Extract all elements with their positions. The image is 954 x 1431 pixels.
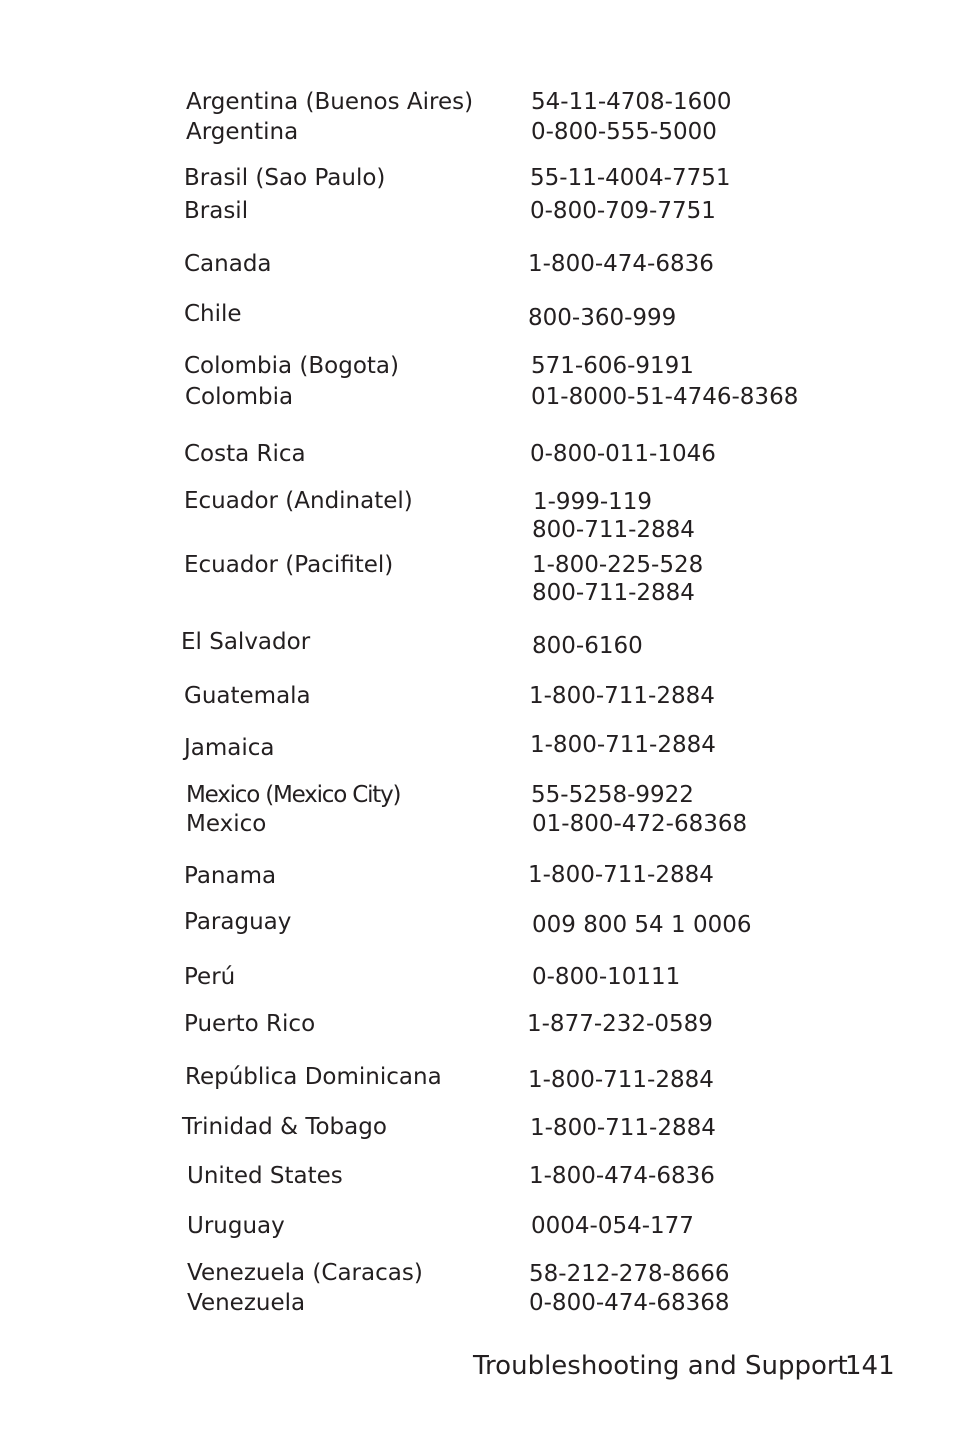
phone-number: 1-800-474-6836	[528, 251, 714, 277]
phone-number: 1-999-119	[533, 489, 653, 515]
phone-number: 1-800-711-2884	[528, 1067, 714, 1093]
page-footer	[0, 1348, 954, 1384]
phone-number: 55-11-4004-7751	[530, 165, 731, 191]
phone-number: 0-800-555-5000	[531, 119, 717, 145]
country-name: República Dominicana	[185, 1064, 442, 1090]
country-name: Mexico	[186, 811, 267, 837]
country-name: Chile	[184, 301, 242, 327]
phone-number: 55-5258-9922	[531, 782, 694, 808]
phone-number: 01-800-472-68368	[532, 811, 748, 837]
country-name: Brasil	[184, 198, 249, 224]
country-name: Argentina	[186, 119, 299, 145]
phone-number: 0-800-10111	[532, 964, 681, 990]
country-name: Uruguay	[187, 1213, 285, 1239]
footer-section-title: Troubleshooting and Support	[473, 1351, 848, 1381]
phone-number: 58-212-278-8666	[529, 1261, 730, 1287]
phone-number: 009 800 54 1 0006	[532, 912, 752, 938]
phone-number: 0-800-709-7751	[530, 198, 716, 224]
phone-number: 571-606-9191	[531, 353, 694, 379]
phone-number: 1-800-474-6836	[529, 1163, 715, 1189]
country-name: Colombia	[185, 384, 294, 410]
country-name: Brasil (Sao Paulo)	[184, 165, 386, 191]
phone-number: 1-877-232-0589	[527, 1011, 713, 1037]
country-name: El Salvador	[181, 629, 311, 655]
phone-number: 0004-054-177	[531, 1213, 694, 1239]
phone-number: 01-8000-51-4746-8368	[531, 384, 799, 410]
country-name: Panama	[184, 863, 277, 889]
country-name: Jamaica	[184, 735, 275, 761]
country-name: Costa Rica	[184, 441, 306, 467]
phone-number: 0-800-011-1046	[530, 441, 716, 467]
phone-number: 1-800-711-2884	[528, 862, 714, 888]
country-name: Venezuela (Caracas)	[187, 1260, 423, 1286]
phone-number: 1-800-225-528	[532, 552, 704, 578]
country-name: Guatemala	[184, 683, 311, 709]
phone-number: 800-711-2884	[532, 580, 695, 606]
country-name: Perú	[184, 964, 236, 990]
phone-number: 1-800-711-2884	[529, 683, 715, 709]
phone-number: 800-6160	[532, 633, 643, 659]
country-name: Paraguay	[184, 909, 292, 935]
country-name: Argentina (Buenos Aires)	[186, 89, 474, 115]
country-name: Trinidad & Tobago	[182, 1114, 387, 1140]
country-name: Colombia (Bogota)	[184, 353, 399, 379]
phone-number: 800-711-2884	[532, 517, 695, 543]
country-name: Ecuador (Andinatel)	[184, 488, 413, 514]
phone-number: 1-800-711-2884	[530, 732, 716, 758]
country-name: Canada	[184, 251, 272, 277]
country-name: United States	[187, 1163, 343, 1189]
country-name: Puerto Rico	[184, 1011, 316, 1037]
country-name: Ecuador (Pacifitel)	[184, 552, 394, 578]
country-name: Mexico (Mexico City)	[186, 782, 401, 808]
page-number: 141	[845, 1351, 895, 1381]
phone-number: 0-800-474-68368	[529, 1290, 730, 1316]
phone-number: 800-360-999	[528, 305, 677, 331]
phone-number: 54-11-4708-1600	[531, 89, 732, 115]
country-name: Venezuela	[187, 1290, 306, 1316]
phone-number: 1-800-711-2884	[530, 1115, 716, 1141]
